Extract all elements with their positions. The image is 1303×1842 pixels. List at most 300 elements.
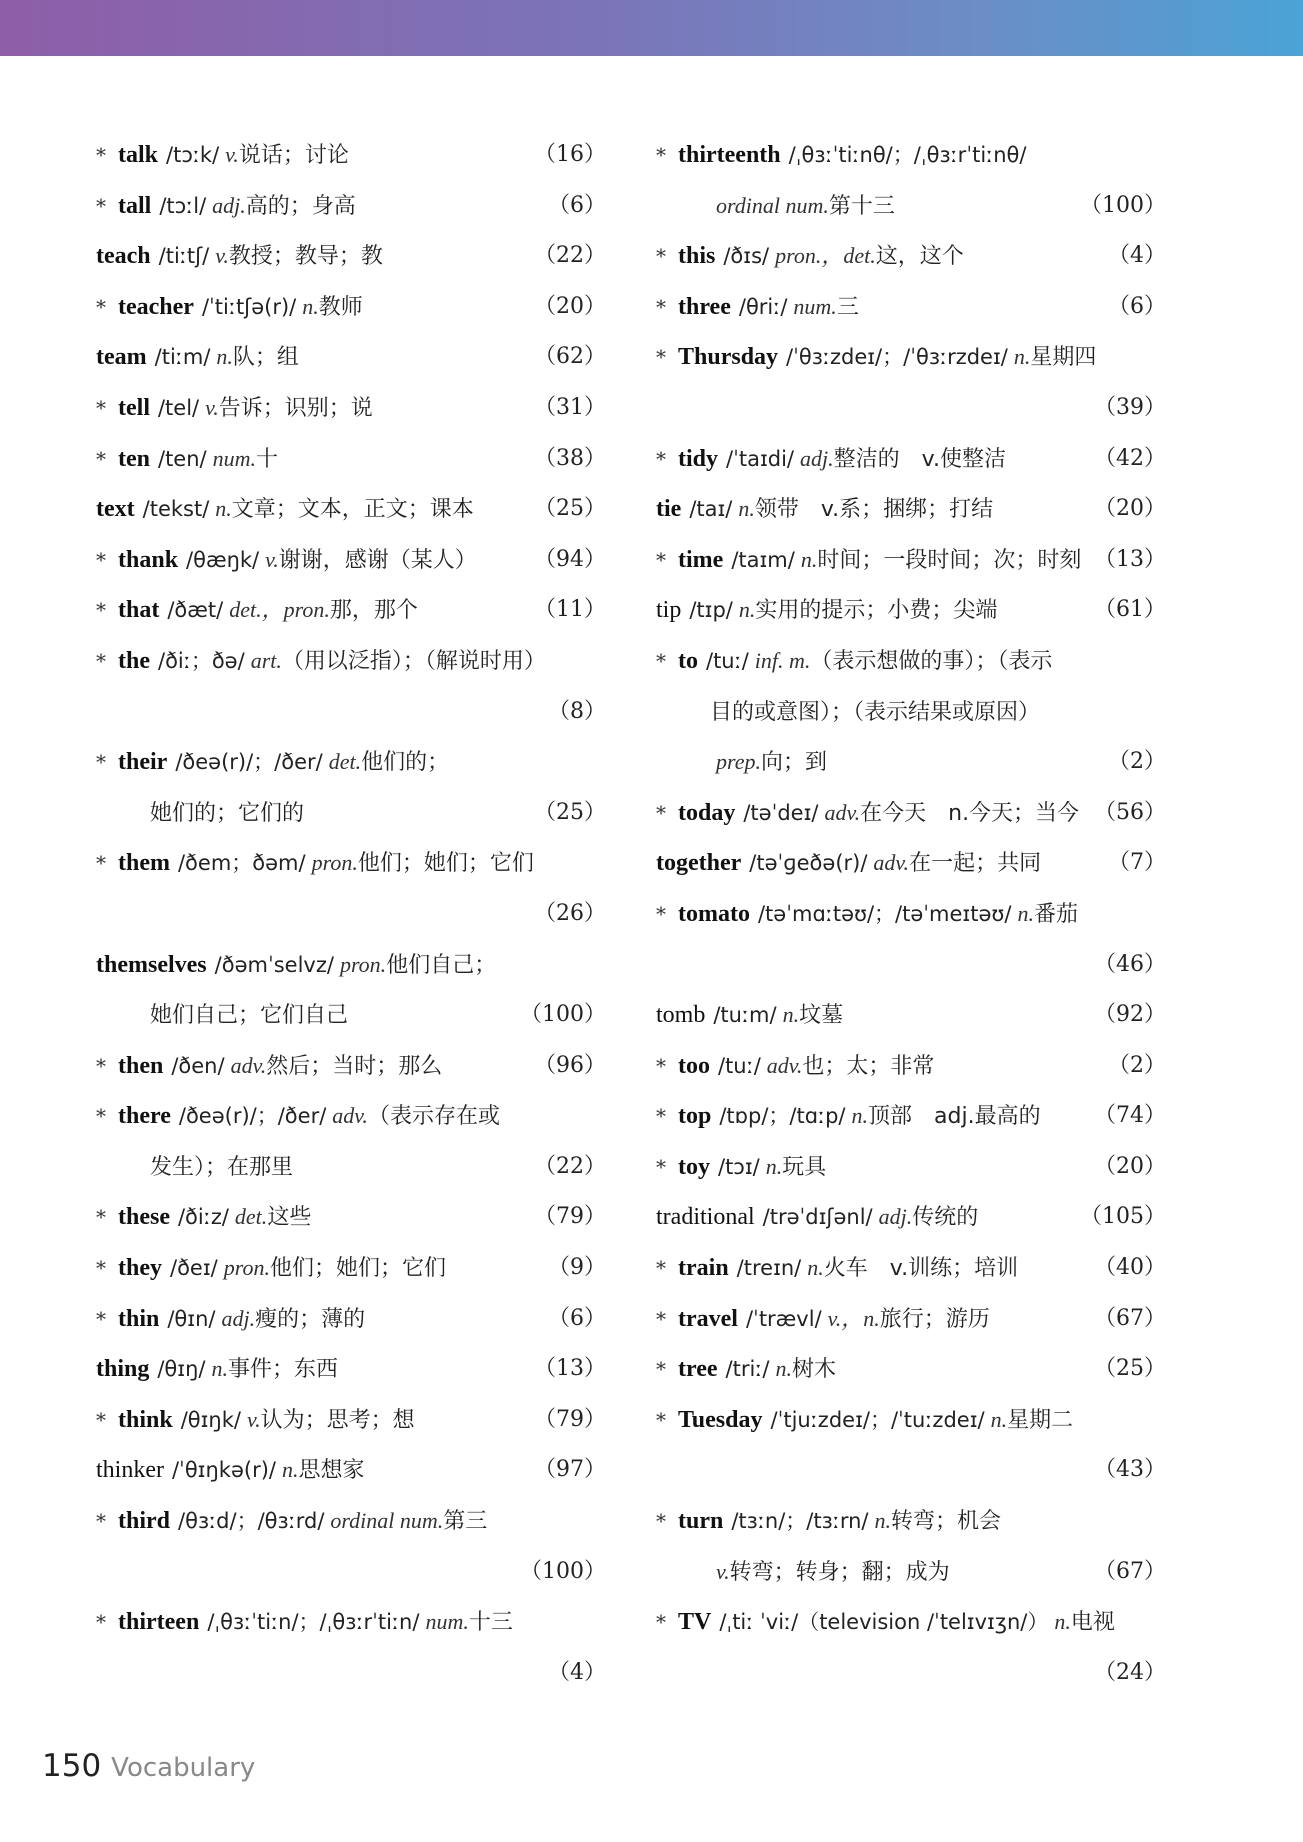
page-reference: （22） bbox=[534, 243, 606, 269]
phonetic: /triː/ bbox=[725, 1357, 770, 1382]
phonetic: /tuː/ bbox=[706, 648, 749, 673]
vocab-entry bbox=[656, 434, 1166, 485]
required-word-marker: * bbox=[96, 1407, 106, 1432]
vocab-continuation-line bbox=[96, 889, 606, 940]
headword: their bbox=[118, 749, 168, 776]
definition: 她们的；它们的 bbox=[150, 800, 305, 826]
page-reference: （7） bbox=[1108, 850, 1166, 876]
vocab-entry bbox=[656, 1294, 1166, 1345]
headword: ten bbox=[118, 445, 150, 472]
part-of-speech: num. bbox=[212, 445, 257, 471]
required-word-marker: * bbox=[96, 395, 106, 420]
required-word-marker: * bbox=[656, 1509, 666, 1534]
phonetic: /ˈtjuːzdeɪ/；/ˈtuːzdeɪ/ bbox=[770, 1407, 985, 1432]
part-of-speech: num. bbox=[793, 293, 837, 319]
definition: 树木 bbox=[791, 1357, 836, 1383]
required-word-marker: * bbox=[656, 244, 666, 269]
headword: toy bbox=[678, 1153, 710, 1180]
vocab-entry bbox=[96, 130, 606, 181]
phonetic: /θɪn/ bbox=[167, 1306, 216, 1331]
headword: top bbox=[678, 1103, 712, 1130]
vocab-entry bbox=[656, 1091, 1166, 1142]
page-reference: （40） bbox=[1094, 1255, 1166, 1281]
page-reference: （20） bbox=[534, 293, 606, 319]
definition: 教授；教导；教 bbox=[228, 244, 383, 270]
headword: thin bbox=[118, 1305, 160, 1332]
page-reference: （100） bbox=[520, 1002, 606, 1028]
phonetic: /ˈtiːtʃə(r)/ bbox=[201, 294, 297, 319]
page-reference: （2） bbox=[1108, 1052, 1166, 1078]
headword: talk bbox=[118, 142, 159, 168]
vocab-entry bbox=[96, 940, 606, 991]
vocab-entry bbox=[96, 1496, 606, 1547]
part-of-speech: n. bbox=[990, 1406, 1008, 1432]
vocab-entry bbox=[96, 1344, 606, 1395]
phonetic: /ˌθɜːˈtiːnθ/；/ˌθɜːrˈtiːnθ/ bbox=[788, 143, 1027, 167]
part-of-speech: pron. bbox=[311, 850, 358, 876]
required-word-marker: * bbox=[656, 446, 666, 471]
phonetic: /ðen/ bbox=[171, 1053, 225, 1078]
phonetic: /tuː/ bbox=[718, 1053, 761, 1078]
vocab-entry bbox=[96, 181, 606, 232]
required-word-marker: * bbox=[96, 1306, 106, 1331]
headword: team bbox=[96, 344, 147, 371]
part-of-speech: n. bbox=[782, 1002, 800, 1028]
phonetic: /ðeə(r)/；/ðer/ bbox=[178, 1104, 327, 1129]
vocab-continuation-line bbox=[96, 990, 606, 1041]
required-word-marker: * bbox=[96, 1205, 106, 1230]
required-word-marker: * bbox=[656, 345, 666, 370]
required-word-marker: * bbox=[656, 1104, 666, 1129]
definition: 他们自己； bbox=[386, 952, 497, 978]
page-reference: （25） bbox=[1094, 1356, 1166, 1382]
headword: travel bbox=[678, 1305, 738, 1332]
vocab-entry bbox=[656, 332, 1166, 383]
vocab-continuation-line bbox=[656, 1547, 1166, 1598]
part-of-speech: num. bbox=[425, 1609, 469, 1635]
page-reference: （94） bbox=[534, 546, 606, 572]
required-word-marker: * bbox=[96, 294, 106, 319]
part-of-speech: adj. bbox=[878, 1204, 913, 1230]
vocab-entry bbox=[656, 282, 1166, 333]
definition: 文章；文本，正文；课本 bbox=[231, 497, 474, 523]
phonetic: /tɪp/ bbox=[689, 598, 733, 623]
vocab-entry bbox=[96, 1041, 606, 1092]
vocab-entry bbox=[96, 1091, 606, 1142]
headword: together bbox=[656, 850, 742, 877]
page-reference: （20） bbox=[1094, 496, 1166, 522]
part-of-speech: n. bbox=[216, 344, 233, 370]
page-reference: （13） bbox=[1094, 546, 1166, 572]
headword: thinker bbox=[96, 1457, 164, 1484]
vocab-entry bbox=[96, 636, 606, 687]
phonetic: /təˈmɑːtəʊ/；/təˈmeɪtəʊ/ bbox=[757, 901, 1012, 926]
vocab-continuation-line bbox=[656, 1445, 1166, 1496]
part-of-speech: v. bbox=[246, 1406, 261, 1432]
page-reference: （6） bbox=[548, 1305, 606, 1331]
page-number: 150 bbox=[42, 1748, 102, 1784]
part-of-speech: adj. bbox=[221, 1305, 256, 1331]
headword: tomb bbox=[656, 1002, 706, 1029]
page-reference: （67） bbox=[1094, 1305, 1166, 1331]
part-of-speech: n. bbox=[1017, 900, 1034, 926]
vocab-entry bbox=[656, 1142, 1166, 1193]
vocab-entry bbox=[96, 1243, 606, 1294]
headword: teacher bbox=[118, 293, 194, 320]
vocab-continuation-line bbox=[96, 1142, 606, 1193]
vocab-continuation-line bbox=[656, 737, 1166, 788]
part-of-speech: n. bbox=[211, 1356, 228, 1382]
definition: 教师 bbox=[318, 294, 363, 320]
definition: 领带 v.系；捆绑；打结 bbox=[754, 497, 994, 523]
part-of-speech: n. bbox=[1054, 1609, 1071, 1635]
definition: 顶部 adj.最高的 bbox=[868, 1104, 1041, 1130]
phonetic: /ðɪs/ bbox=[723, 244, 770, 269]
headword: too bbox=[678, 1052, 710, 1079]
page-reference: （42） bbox=[1094, 445, 1166, 471]
part-of-speech: art. bbox=[250, 647, 282, 673]
phonetic: /təˈdeɪ/ bbox=[743, 800, 819, 825]
phonetic: /tiːm/ bbox=[154, 345, 211, 370]
headword: today bbox=[678, 799, 736, 826]
phonetic: /ðeɪ/ bbox=[170, 1256, 218, 1281]
part-of-speech: pron.，det. bbox=[775, 243, 876, 269]
required-word-marker: * bbox=[96, 1610, 106, 1635]
phonetic: /ðeə(r)/；/ðer/ bbox=[175, 750, 323, 775]
page-reference: （96） bbox=[534, 1052, 606, 1078]
phonetic: /ðiː；ðə/ bbox=[158, 648, 245, 673]
definition: 玩具 bbox=[782, 1154, 827, 1180]
vocab-entry bbox=[96, 838, 606, 889]
headword: train bbox=[678, 1255, 729, 1282]
headword: thirteenth bbox=[678, 142, 781, 168]
part-of-speech: n. bbox=[738, 597, 756, 623]
part-of-speech: adv. bbox=[873, 850, 910, 876]
page-reference: （4） bbox=[548, 1659, 606, 1685]
vocab-entry bbox=[656, 1496, 1166, 1547]
headword: tie bbox=[656, 496, 682, 523]
vocab-continuation-line bbox=[656, 181, 1166, 232]
page-reference: （43） bbox=[1094, 1457, 1166, 1483]
vocab-entry bbox=[96, 737, 606, 788]
phonetic: /ˌθɜːˈtiːn/；/ˌθɜːrˈtiːn/ bbox=[207, 1610, 420, 1635]
part-of-speech: v.，n. bbox=[827, 1305, 880, 1331]
part-of-speech: ordinal num. bbox=[330, 1508, 444, 1534]
part-of-speech: det. bbox=[328, 749, 362, 775]
part-of-speech: v. bbox=[265, 546, 279, 572]
part-of-speech: adv. bbox=[332, 1103, 368, 1129]
required-word-marker: * bbox=[656, 143, 666, 167]
definition: （表示存在或 bbox=[367, 1104, 500, 1130]
part-of-speech: n. bbox=[1013, 344, 1031, 370]
definition: 谢谢，感谢（某人） bbox=[278, 547, 477, 573]
vocab-entry bbox=[96, 484, 606, 535]
phonetic: /tɔɪ/ bbox=[718, 1154, 760, 1179]
page-reference: （79） bbox=[534, 1204, 606, 1230]
vocab-entry bbox=[656, 889, 1166, 940]
part-of-speech: adj. bbox=[212, 192, 246, 218]
vocab-entry bbox=[96, 434, 606, 485]
page-reference: （25） bbox=[534, 496, 606, 522]
vocab-entry bbox=[656, 636, 1166, 687]
page-reference: （105） bbox=[1080, 1204, 1166, 1230]
definition: 星期四 bbox=[1030, 345, 1097, 371]
page-reference: （39） bbox=[1094, 394, 1166, 420]
phonetic: /ðiːz/ bbox=[177, 1205, 229, 1230]
part-of-speech: n. bbox=[281, 1457, 299, 1483]
page-footer bbox=[42, 1744, 255, 1788]
definition: 她们自己；它们自己 bbox=[150, 1003, 349, 1029]
part-of-speech: n. bbox=[302, 293, 319, 319]
part-of-speech: det.，pron. bbox=[229, 597, 330, 623]
page-reference: （4） bbox=[1108, 243, 1166, 269]
required-word-marker: * bbox=[96, 143, 106, 167]
part-of-speech: det. bbox=[234, 1204, 268, 1230]
vocab-entry bbox=[96, 383, 606, 434]
headword: themselves bbox=[96, 951, 207, 978]
required-word-marker: * bbox=[96, 193, 106, 218]
part-of-speech: v. bbox=[205, 394, 219, 420]
page-reference: （6） bbox=[548, 192, 606, 218]
definition: 他们的； bbox=[361, 750, 450, 776]
page-reference: （38） bbox=[534, 445, 606, 471]
required-word-marker: * bbox=[656, 1154, 666, 1179]
definition: 告诉；识别；说 bbox=[218, 395, 373, 421]
page-reference: （62） bbox=[534, 344, 606, 370]
headword: three bbox=[678, 293, 731, 320]
vocab-entry bbox=[656, 585, 1166, 636]
vocab-continuation-line bbox=[656, 383, 1166, 434]
page-reference: （61） bbox=[1094, 597, 1166, 623]
definition: （用以泛指）；（解说时用） bbox=[281, 648, 546, 674]
page-reference: （11） bbox=[534, 597, 606, 623]
vocab-continuation-line bbox=[96, 1648, 606, 1699]
vocab-continuation-line bbox=[656, 1648, 1166, 1699]
headword: text bbox=[96, 496, 135, 523]
vocab-entry bbox=[656, 1395, 1166, 1446]
definition: （表示想做的事）；（表示 bbox=[810, 648, 1053, 674]
part-of-speech: adv. bbox=[230, 1052, 267, 1078]
vocab-entry bbox=[656, 838, 1166, 889]
vocab-entry bbox=[656, 1597, 1166, 1648]
part-of-speech: n. bbox=[775, 1356, 792, 1382]
phonetic: /ˈθɪŋkə(r)/ bbox=[171, 1458, 276, 1483]
phonetic: /ˈθɜːzdeɪ/；/ˈθɜːrzdeɪ/ bbox=[786, 345, 1008, 370]
phonetic: /tiːtʃ/ bbox=[158, 244, 210, 269]
part-of-speech: n. bbox=[738, 496, 755, 522]
headword: these bbox=[118, 1204, 170, 1231]
definition: 十 bbox=[256, 446, 279, 472]
headword: tidy bbox=[678, 445, 719, 472]
phonetic: /θriː/ bbox=[738, 294, 788, 319]
headword: the bbox=[118, 647, 150, 674]
required-word-marker: * bbox=[96, 648, 106, 673]
required-word-marker: * bbox=[656, 901, 666, 926]
definition: 他们；她们；它们 bbox=[269, 1256, 446, 1282]
page-reference: （24） bbox=[1094, 1659, 1166, 1685]
phonetic: /tɜːn/；/tɜːrn/ bbox=[731, 1509, 869, 1534]
required-word-marker: * bbox=[96, 1053, 106, 1078]
vocab-entry bbox=[656, 1041, 1166, 1092]
vocab-entry bbox=[96, 1445, 606, 1496]
required-word-marker: * bbox=[656, 547, 666, 572]
phonetic: /ˈtrævl/ bbox=[745, 1306, 822, 1331]
part-of-speech: prep. bbox=[716, 749, 762, 775]
definition: 向；到 bbox=[761, 750, 828, 776]
page-reference: （56） bbox=[1094, 799, 1166, 825]
definition: 然后；当时；那么 bbox=[266, 1053, 443, 1079]
page-reference: （22） bbox=[534, 1153, 606, 1179]
required-word-marker: * bbox=[656, 1357, 666, 1382]
phonetic: /trəˈdɪʃənl/ bbox=[762, 1205, 873, 1230]
headword: then bbox=[118, 1052, 164, 1079]
vocab-entry bbox=[96, 1395, 606, 1446]
definition: 这，这个 bbox=[875, 244, 964, 270]
headword: thing bbox=[96, 1356, 150, 1383]
vocab-entry bbox=[656, 1243, 1166, 1294]
headword: Thursday bbox=[678, 344, 779, 371]
page-reference: （8） bbox=[548, 698, 606, 724]
definition: 星期二 bbox=[1007, 1407, 1074, 1433]
required-word-marker: * bbox=[96, 851, 106, 876]
page-reference: （26） bbox=[534, 900, 606, 926]
required-word-marker: * bbox=[656, 294, 666, 319]
page-reference: （13） bbox=[534, 1356, 606, 1382]
definition: 时间；一段时间；次；时刻 bbox=[817, 547, 1082, 573]
headword: that bbox=[118, 597, 160, 624]
definition: 整洁的 v.使整洁 bbox=[833, 446, 1006, 472]
page-reference: （100） bbox=[520, 1558, 606, 1584]
phonetic: /θɪŋk/ bbox=[180, 1407, 241, 1432]
definition: 发生）；在那里 bbox=[150, 1154, 294, 1180]
definition: 三 bbox=[836, 294, 859, 320]
headword: teach bbox=[96, 243, 151, 270]
page-reference: （2） bbox=[1108, 749, 1166, 775]
definition: 第十三 bbox=[828, 193, 895, 219]
vocab-continuation-line bbox=[96, 687, 606, 738]
page-reference: （92） bbox=[1094, 1002, 1166, 1028]
vocab-entry bbox=[656, 1192, 1166, 1243]
required-word-marker: * bbox=[656, 1407, 666, 1432]
definition: 说话；讨论 bbox=[238, 143, 349, 168]
required-word-marker: * bbox=[96, 750, 106, 775]
page-reference: （74） bbox=[1094, 1103, 1166, 1129]
definition: 传统的 bbox=[912, 1205, 979, 1231]
part-of-speech: n. bbox=[765, 1153, 783, 1179]
definition: 旅行；游历 bbox=[879, 1306, 990, 1332]
vocab-entry bbox=[96, 231, 606, 282]
definition: 事件；东西 bbox=[227, 1357, 338, 1383]
page-reference: （25） bbox=[534, 799, 606, 825]
headword: thirteen bbox=[118, 1609, 200, 1636]
part-of-speech: adv. bbox=[824, 799, 861, 825]
page-reference: （20） bbox=[1094, 1153, 1166, 1179]
headword: TV bbox=[678, 1609, 712, 1636]
headword: turn bbox=[678, 1508, 724, 1535]
phonetic: /tɒp/；/tɑːp/ bbox=[719, 1104, 846, 1129]
definition: 那，那个 bbox=[329, 598, 418, 624]
vocab-entry bbox=[656, 130, 1166, 181]
definition: 转弯；转身；翻；成为 bbox=[729, 1559, 950, 1585]
vocabulary-column-right bbox=[656, 130, 1166, 1698]
page-reference: （6） bbox=[1108, 293, 1166, 319]
headword: tall bbox=[118, 192, 152, 219]
definition: 目的或意图）；（表示结果或原因） bbox=[710, 699, 1041, 725]
phonetic: /ten/ bbox=[158, 446, 207, 471]
phonetic: /tel/ bbox=[157, 395, 200, 420]
phonetic: /tɔːl/ bbox=[159, 193, 207, 218]
required-word-marker: * bbox=[656, 1053, 666, 1078]
definition: 电视 bbox=[1070, 1610, 1115, 1636]
vocab-entry bbox=[96, 1597, 606, 1648]
headword: this bbox=[678, 243, 716, 270]
phonetic: /təˈɡeðə(r)/ bbox=[749, 851, 868, 876]
definition: 他们；她们；它们 bbox=[357, 851, 534, 877]
definition: 坟墓 bbox=[799, 1003, 844, 1029]
definition: 转弯；机会 bbox=[890, 1509, 1001, 1535]
phonetic: /taɪm/ bbox=[731, 547, 795, 572]
page-reference: （79） bbox=[534, 1406, 606, 1432]
definition: 也；太；非常 bbox=[802, 1053, 935, 1079]
definition: 第三 bbox=[443, 1509, 488, 1535]
required-word-marker: * bbox=[656, 1610, 666, 1635]
vocab-continuation-line bbox=[96, 1547, 606, 1598]
phonetic: /θɪŋ/ bbox=[157, 1357, 206, 1382]
definition: 队；组 bbox=[232, 345, 299, 371]
page-reference: （31） bbox=[534, 394, 606, 420]
phonetic: /tekst/ bbox=[142, 497, 210, 522]
part-of-speech: adv. bbox=[766, 1052, 803, 1078]
phonetic: /taɪ/ bbox=[689, 497, 733, 522]
headword: tip bbox=[656, 597, 682, 624]
phonetic: /ðəmˈselvz/ bbox=[214, 952, 334, 977]
required-word-marker: * bbox=[96, 1104, 106, 1129]
vocab-entry bbox=[96, 1192, 606, 1243]
vocab-entry bbox=[656, 1344, 1166, 1395]
phonetic: /θæŋk/ bbox=[186, 547, 260, 572]
vocab-entry bbox=[96, 332, 606, 383]
definition: 高的；身高 bbox=[245, 193, 356, 219]
headword: to bbox=[678, 647, 698, 674]
headword: thank bbox=[118, 546, 179, 573]
vocab-continuation-line bbox=[96, 788, 606, 839]
vocab-continuation-line bbox=[656, 940, 1166, 991]
vocab-entry bbox=[96, 535, 606, 586]
vocab-entry bbox=[96, 585, 606, 636]
definition: 实用的提示；小费；尖端 bbox=[755, 598, 998, 624]
definition: 番茄 bbox=[1033, 901, 1078, 927]
vocab-entry bbox=[656, 990, 1166, 1041]
phonetic: /ˌtiː ˈviː/（television /ˈtelɪvɪʒn/） bbox=[719, 1610, 1049, 1635]
vocab-continuation-line bbox=[656, 687, 1166, 738]
part-of-speech: n. bbox=[800, 546, 818, 572]
required-word-marker: * bbox=[656, 1306, 666, 1331]
required-word-marker: * bbox=[656, 1256, 666, 1281]
phonetic: /ðem；ðəm/ bbox=[177, 851, 306, 876]
part-of-speech: n. bbox=[874, 1508, 891, 1534]
page-reference: （16） bbox=[534, 142, 606, 167]
phonetic: /ðæt/ bbox=[167, 598, 224, 623]
part-of-speech: inf. m. bbox=[754, 647, 811, 673]
vocab-entry bbox=[656, 484, 1166, 535]
header-color-band bbox=[0, 0, 1303, 56]
page-reference: （100） bbox=[1080, 192, 1166, 218]
headword: Tuesday bbox=[678, 1406, 763, 1433]
headword: tell bbox=[118, 394, 150, 421]
vocab-entry bbox=[96, 1294, 606, 1345]
vocab-entry bbox=[656, 231, 1166, 282]
headword: tree bbox=[678, 1356, 718, 1383]
